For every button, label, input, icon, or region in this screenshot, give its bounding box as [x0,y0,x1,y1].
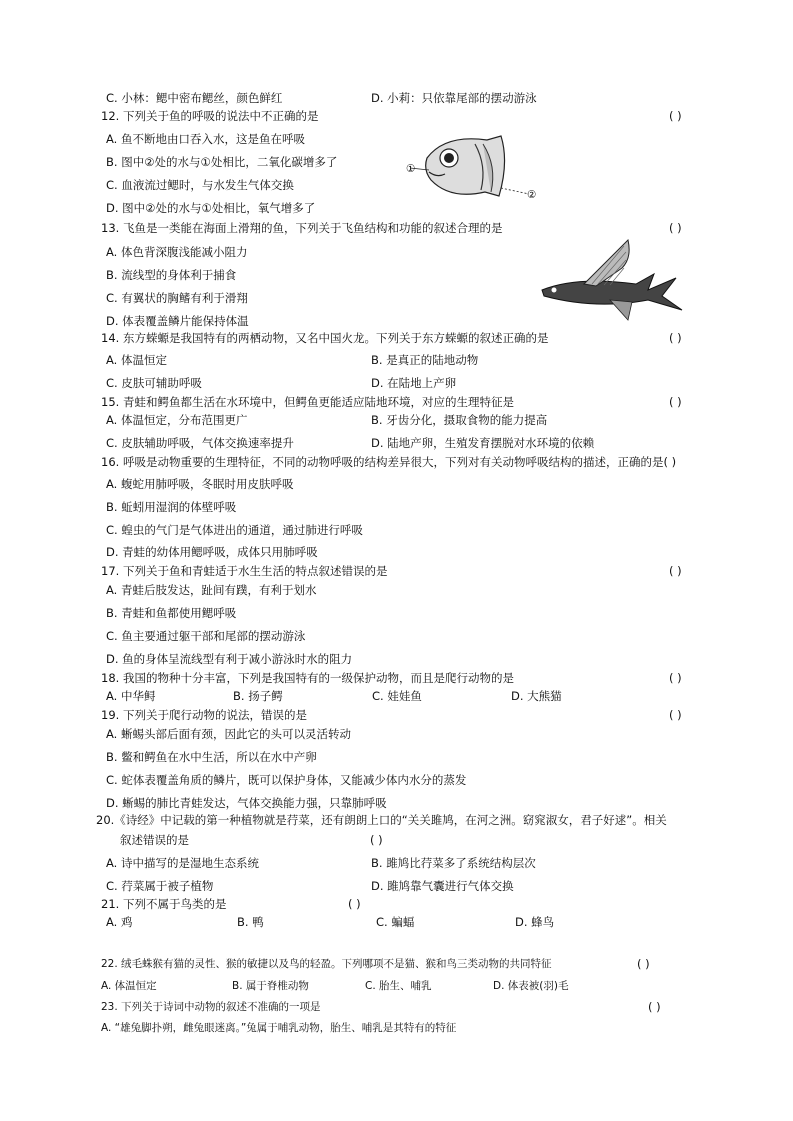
option-a: A. 鱼不断地由口吞入水，这是鱼在呼吸 [106,132,305,146]
option-c: C. 蛇体表覆盖角质的鳞片，既可以保护身体，又能减少体内水分的蒸发 [106,773,467,787]
option-a: A. 体温恒定，分布范围更广 [106,413,248,427]
option-b: B. 鳖和鳄鱼在水中生活，所以在水中产卵 [106,750,317,764]
question-19-stem: 19. 下列关于爬行动物的说法，错误的是 [101,708,307,722]
option-d: D. 青蛙的幼体用鳃呼吸，成体只用肺呼吸 [106,545,318,559]
figure-label-1: ① [406,163,416,175]
question-13-stem: 13. 飞鱼是一类能在海面上滑翔的鱼，下列关于飞鱼结构和功能的叙述合理的是 [101,221,503,235]
option-a: A. 青蛙后肢发达，趾间有蹼，有利于划水 [106,583,317,597]
answer-bracket: ( ) [348,897,361,911]
option-b: B. 鸭 [237,915,264,929]
option-c: C. 荇菜属于被子植物 [106,879,214,893]
option-a: A. 体温恒定 [101,980,157,992]
question-17-stem: 17. 下列关于鱼和青蛙适于水生生活的特点叙述错误的是 [101,564,388,578]
option-d: D. 图中②处的水与①处相比，氧气增多了 [106,201,316,215]
option-d: D. 蜥蜴的肺比青蛙发达，气体交换能力强，只靠肺呼吸 [106,796,387,810]
option-d: D. 小莉：只依靠尾部的摆动游泳 [371,91,537,105]
answer-bracket: ( ) [370,833,383,847]
option-b: B. 牙齿分化，摄取食物的能力提高 [371,413,548,427]
answer-bracket: ( ) [669,221,682,235]
option-c: C. 鱼主要通过躯干部和尾部的摆动游泳 [106,629,306,643]
option-c: C. 蝙蝠 [376,915,415,929]
answer-bracket: ( ) [669,708,682,722]
option-d: D. 在陆地上产卵 [371,376,457,390]
option-a: A. 中华鲟 [106,689,156,703]
answer-bracket: ( ) [637,957,650,971]
answer-bracket: ( ) [648,1000,661,1014]
option-c: C. 皮肤可辅助呼吸 [106,376,202,390]
option-d: D. 陆地产卵，生殖发育摆脱对水环境的依赖 [371,436,595,450]
question-23-stem: 23. 下列关于诗词中动物的叙述不准确的一项是 [101,1001,321,1013]
question-14-stem: 14. 东方蝾螈是我国特有的两栖动物，又名中国火龙。下列关于东方蝾螈的叙述正确的是 [101,331,549,345]
fish-head-figure [405,132,540,204]
option-c: C. 蝗虫的气门是气体进出的通道，通过肺进行呼吸 [106,523,363,537]
option-d: D. 体表覆盖鳞片能保持体温 [106,314,249,328]
question-20-stem: 20.《诗经》中记载的第一种植物就是荇菜，还有朗朗上口的“关关雎鸠，在河之洲。窈窕淑女，君子好逑”。相关 [96,813,667,827]
option-b: B. 图中②处的水与①处相比，二氧化碳增多了 [106,155,338,169]
option-b: B. 流线型的身体利于捕食 [106,268,237,282]
option-b: B. 扬子鳄 [233,689,283,703]
question-15-stem: 15. 青蛙和鳄鱼都生活在水环境中，但鳄鱼更能适应陆地环境，对应的生理特征是 [101,395,514,409]
answer-bracket: ( ) [669,564,682,578]
option-c: C. 娃娃鱼 [372,689,422,703]
option-c: C. 血液流过鳃时，与水发生气体交换 [106,178,294,192]
question-22-stem: 22. 绒毛蛛猴有猫的灵性、猴的敏捷以及鸟的轻盈。下列哪项不是猫、猴和鸟三类动物的共同特征 [101,958,552,970]
flying-fish-figure [536,238,686,328]
option-b: B. 青蛙和鱼都使用鳃呼吸 [106,606,237,620]
option-c: C. 皮肤辅助呼吸，气体交换速率提升 [106,436,294,450]
option-b: B. 属于脊椎动物 [232,980,309,992]
answer-bracket: ( ) [669,671,682,685]
question-21-stem: 21. 下列不属于鸟类的是 [101,897,227,911]
question-20-stem-continued: 叙述错误的是 [120,833,189,847]
option-b: B. 雎鸠比荇菜多了系统结构层次 [371,856,536,870]
option-a: A. “雄兔脚扑朔，雌兔眼迷离。”兔属于哺乳动物，胎生、哺乳是其特有的特征 [101,1022,457,1034]
question-12-stem: 12. 下列关于鱼的呼吸的说法中不正确的是 [101,109,319,123]
option-c: C. 胎生、哺乳 [365,980,432,992]
option-c: C. 有翼状的胸鳍有利于滑翔 [106,291,248,305]
option-c: C. 小林：鳃中密布鳃丝，颜色鲜红 [106,91,283,105]
question-18-stem: 18. 我国的物种十分丰富，下列是我国特有的一级保护动物，而且是爬行动物的是 [101,671,514,685]
option-d: D. 大熊猫 [511,689,562,703]
option-d: D. 蜂鸟 [515,915,555,929]
option-b: B. 是真正的陆地动物 [371,353,479,367]
option-d: D. 鱼的身体呈流线型有利于减小游泳时水的阻力 [106,652,353,666]
option-a: A. 体温恒定 [106,353,167,367]
option-d: D. 体表被(羽)毛 [493,980,569,992]
answer-bracket: ( ) [669,109,682,123]
question-16-stem: 16. 呼吸是动物重要的生理特征，不同的动物呼吸的结构差异很大，下列对有关动物呼吸结构的描述，正确的是( ) [101,455,677,469]
answer-bracket: ( ) [669,331,682,345]
figure-label-2: ② [527,189,537,201]
option-a: A. 蜥蜴头部后面有颈，因此它的头可以灵活转动 [106,727,351,741]
option-a: A. 诗中描写的是湿地生态系统 [106,856,259,870]
option-a: A. 体色背深腹浅能减小阻力 [106,245,248,259]
option-d: D. 雎鸠靠气囊进行气体交换 [371,879,514,893]
answer-bracket: ( ) [669,395,682,409]
option-a: A. 鸡 [106,915,133,929]
option-a: A. 蝮蛇用肺呼吸，冬眠时用皮肤呼吸 [106,477,294,491]
option-b: B. 蚯蚓用湿润的体壁呼吸 [106,500,237,514]
